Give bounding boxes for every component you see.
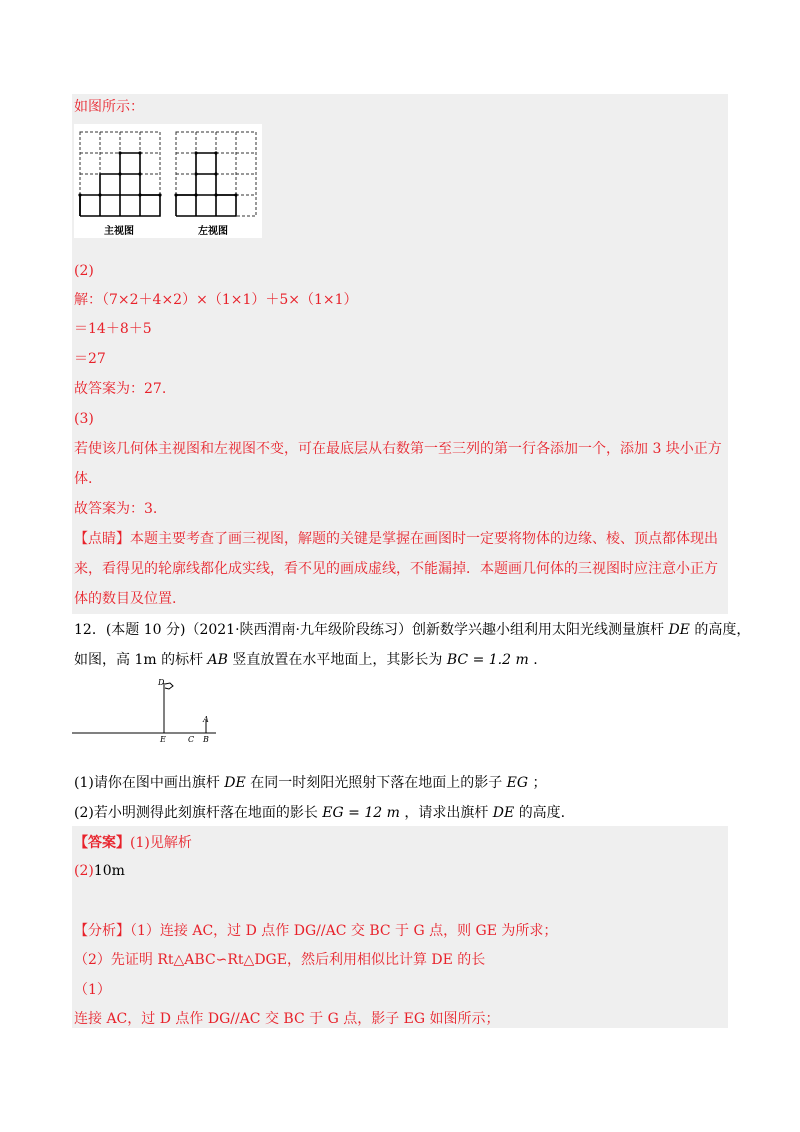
three-view-figure — [74, 124, 262, 238]
analysis-line-3: （1） — [74, 982, 111, 998]
answer-part2-prefix: (2) — [74, 863, 94, 879]
comment-line-2: 来，看得见的轮廓线都化成实线，看不见的画成虚线，不能漏掉．本题画几何体的三视图时应注意小正方 — [74, 561, 718, 577]
answer-part2-value: 10m — [93, 863, 125, 879]
part3-text-2: 体. — [74, 471, 93, 487]
label-c: C — [188, 735, 195, 744]
q12-line-2-end: . — [533, 652, 538, 668]
part2-answer: 故答案为：27. — [74, 381, 167, 397]
q12-var-ab: AB — [207, 652, 228, 668]
comment-line-1: 【点睛】本题主要考查了画三视图，解题的关键是掌握在画图时一定要将物体的边缘、棱、顶点都体现出 — [74, 531, 718, 547]
label-d: D — [158, 678, 165, 687]
q12-part2 — [74, 804, 565, 822]
answer-part1: (1)见解析 — [130, 835, 192, 851]
part2-label: (2) — [74, 263, 94, 279]
q12-line-1-suffix: 的高度， — [694, 622, 751, 638]
part3-text-1: 若使该几何体主视图和左视图不变，可在最底层从右数第一至三列的第一行各添加一个，添加 3 块小正方 — [74, 441, 722, 457]
q12-line-2-mid: 竖直放置在水平地面上，其影长为 — [232, 652, 443, 668]
q12-var-de: DE — [668, 622, 690, 638]
q12-part1 — [74, 774, 547, 792]
part2-step2: ＝27 — [74, 351, 106, 367]
label-e: E — [160, 735, 166, 744]
part3-label: (3) — [74, 411, 94, 427]
answer-line-2 — [74, 862, 125, 880]
q12-line-2-prefix: 如图，高 1m 的标杆 — [74, 652, 204, 668]
q12-part1-var-de: DE — [224, 775, 246, 791]
three-view-drawing — [74, 124, 262, 238]
comment-line-3: 体的数目及位置. — [74, 591, 177, 607]
q12-part2-eq: EG = 12 m — [322, 805, 400, 821]
q12-part1-end: ； — [532, 775, 547, 791]
label-a: A — [203, 715, 209, 724]
front-view-caption: 主视图 — [104, 226, 134, 237]
analysis-line-1: 【分析】（1）连接 AC，过 D 点作 DG//AC 交 BC 于 G 点，则 GE 为所求； — [74, 923, 558, 939]
q12-line-2 — [74, 651, 538, 669]
q12-part2-prefix: (2)若小明测得此刻旗杆落在地面的影长 — [74, 805, 318, 821]
part2-calc: 解：（7×2＋4×2）×（1×1）＋5×（1×1） — [74, 292, 358, 308]
q12-eq-bc: BC = 1.2 m — [446, 652, 529, 668]
q12-part1-var-eg: EG — [506, 775, 529, 791]
intro-text: 如图所示： — [74, 99, 144, 115]
analysis-line-2: （2）先证明 Rt△ABC∽Rt△DGE，然后利用相似比计算 DE 的长 — [74, 952, 486, 968]
q12-part2-end: 的高度. — [518, 805, 566, 821]
q12-part1-prefix: (1)请你在图中画出旗杆 — [74, 775, 220, 791]
q12-part2-var-de: DE — [492, 805, 515, 821]
flagpole-figure — [70, 675, 230, 745]
q12-line-1 — [74, 621, 750, 639]
answer-label: 【答案】 — [74, 835, 130, 851]
left-view-caption: 左视图 — [198, 226, 228, 237]
q12-line-1-prefix: 12．(本题 10 分)（2021·陕西渭南·九年级阶段练习）创新数学兴趣小组利用太阳光线测量旗杆 — [74, 622, 664, 638]
q12-part1-mid: 在同一时刻阳光照射下落在地面上的影子 — [250, 775, 503, 791]
q12-part2-mid: ，请求出旗杆 — [404, 805, 489, 821]
part3-answer: 故答案为：3. — [74, 501, 158, 517]
answer-line-1 — [74, 834, 192, 852]
analysis-line-4: 连接 AC，过 D 点作 DG//AC 交 BC 于 G 点，影子 EG 如图所示； — [74, 1011, 500, 1027]
label-b: B — [203, 735, 209, 744]
part2-step1: ＝14＋8＋5 — [74, 321, 152, 337]
